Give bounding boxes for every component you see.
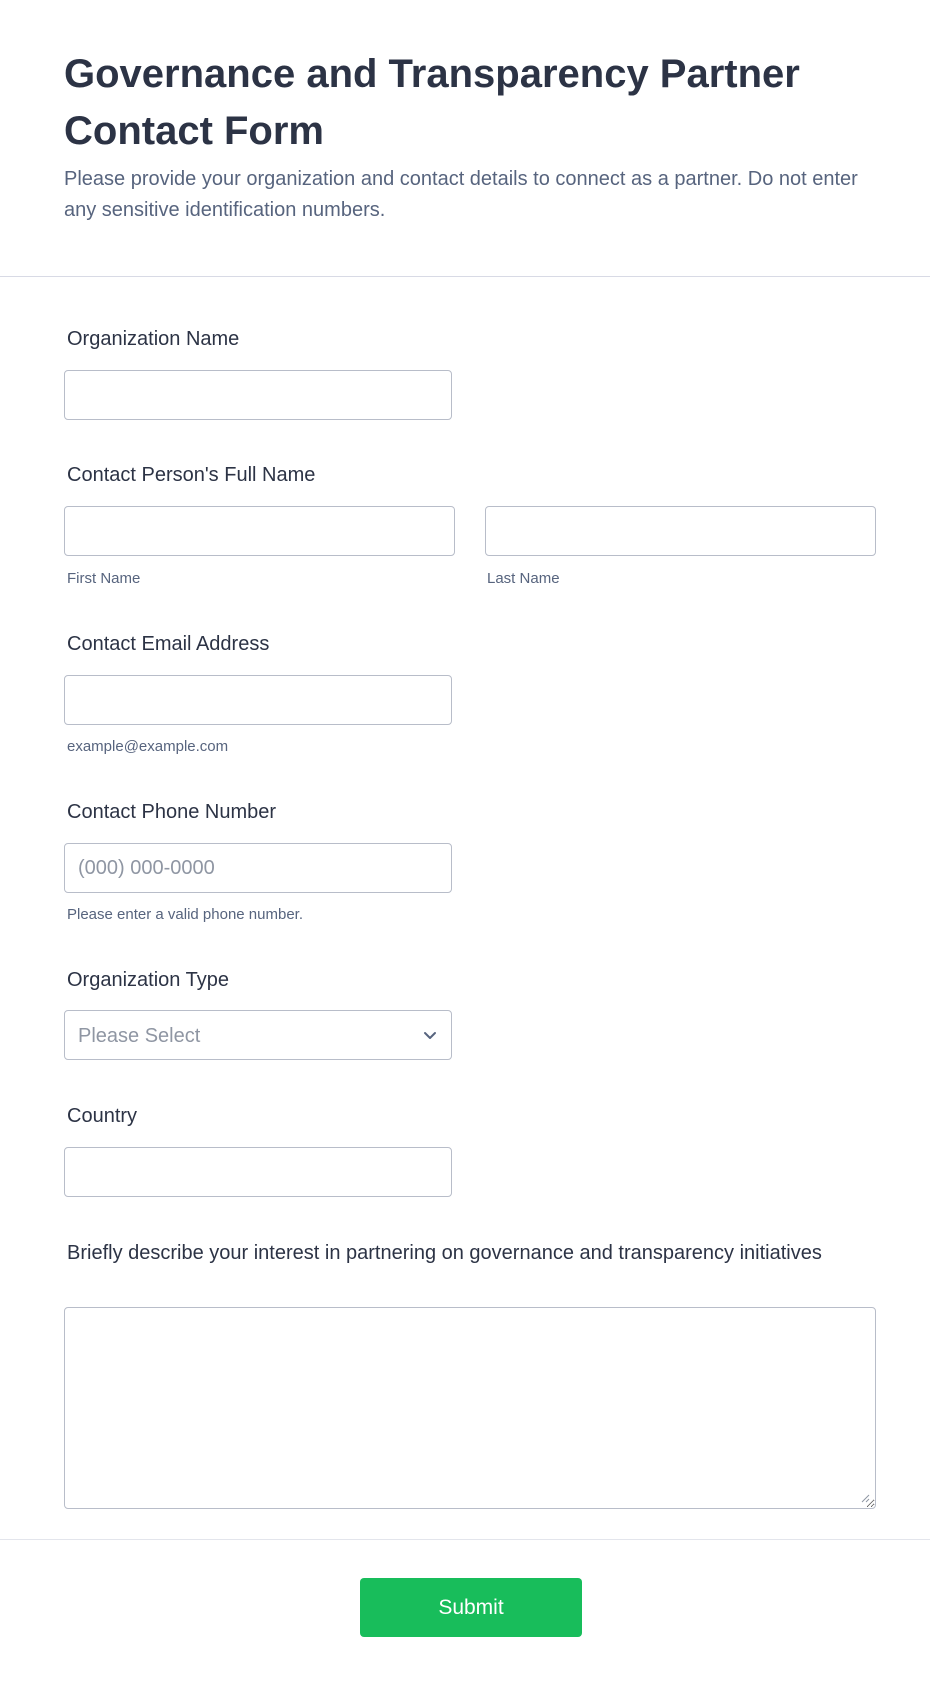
chevron-down-icon <box>421 1026 439 1044</box>
first-name-sublabel: First Name <box>67 570 141 587</box>
form-footer <box>0 1539 930 1686</box>
page-subtitle: Please provide your organization and contact details to connect as a partner. Do not enter any sensitive identification numbers. <box>64 168 858 221</box>
organization-type-selected-value: Please Select <box>78 1025 201 1047</box>
organization-type-select[interactable] <box>64 1010 452 1060</box>
email-input[interactable] <box>64 675 452 725</box>
full-name-label: Contact Person's Full Name <box>67 464 316 486</box>
resize-grip-icon[interactable] <box>860 1493 870 1503</box>
organization-name-input[interactable] <box>64 370 452 420</box>
last-name-sublabel: Last Name <box>487 570 560 587</box>
email-label: Contact Email Address <box>67 633 270 655</box>
phone-sublabel: Please enter a valid phone number. <box>67 906 303 923</box>
email-sublabel: example@example.com <box>67 738 229 755</box>
interest-textarea[interactable] <box>64 1307 876 1509</box>
submit-button[interactable]: Submit <box>360 1578 582 1637</box>
interest-label: Briefly describe your interest in partnering on governance and transparency initiatives <box>67 1242 822 1264</box>
phone-label: Contact Phone Number <box>67 801 277 823</box>
phone-input[interactable] <box>64 843 452 893</box>
first-name-input[interactable] <box>64 506 455 556</box>
form-header <box>0 0 930 277</box>
country-label: Country <box>67 1105 138 1127</box>
page-title: Governance and Transparency Partner Contact Form <box>64 52 800 153</box>
organization-name-label: Organization Name <box>67 328 240 350</box>
organization-type-label: Organization Type <box>67 969 229 991</box>
country-input[interactable] <box>64 1147 452 1197</box>
last-name-input[interactable] <box>485 506 876 556</box>
